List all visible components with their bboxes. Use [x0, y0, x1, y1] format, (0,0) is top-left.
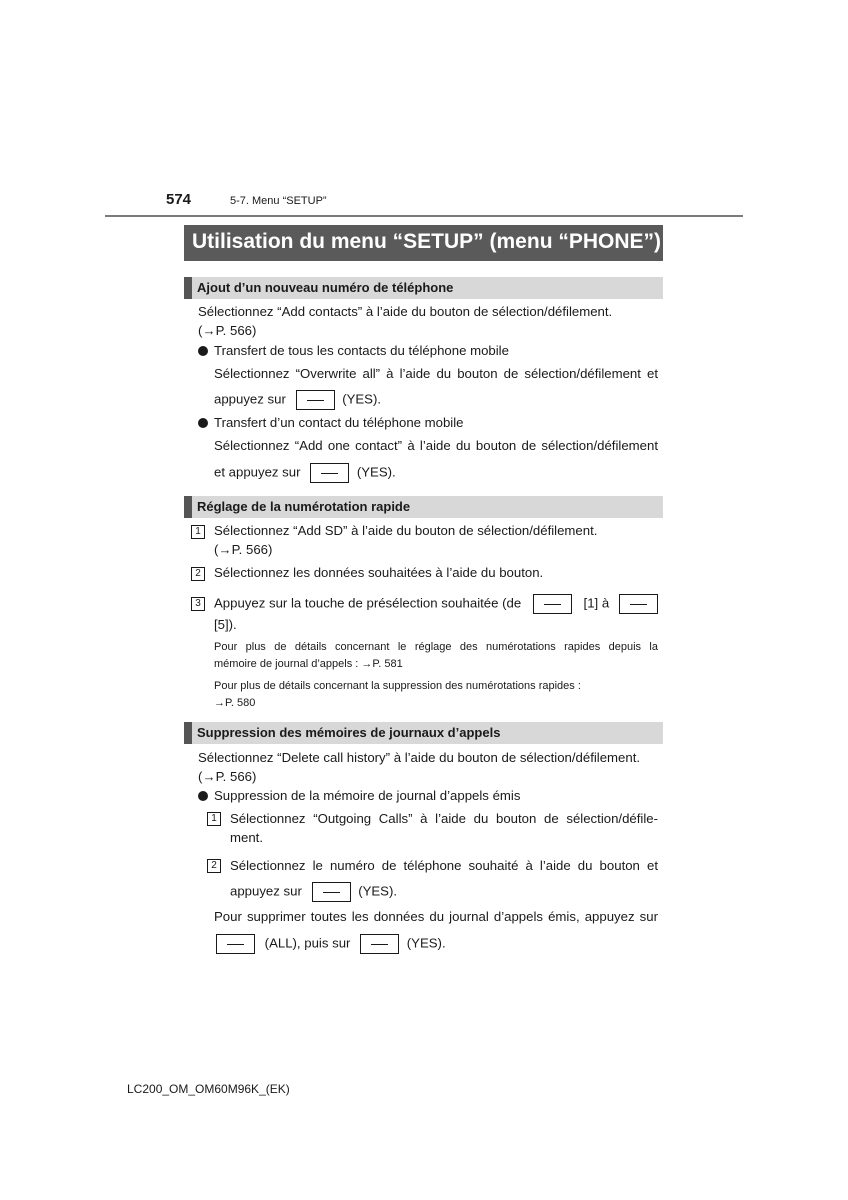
note-text: →P. 580: [214, 697, 256, 709]
bullet-icon: [198, 418, 208, 428]
page-reference: (→P. 566): [214, 542, 273, 557]
page-reference: (→P. 566): [198, 769, 257, 784]
text: Appuyez sur la touche de présélection souhaitée (de: [214, 595, 522, 611]
step-text: Sélectionnez le numéro de téléphone souhaité à l’aide du bouton et: [230, 858, 658, 873]
bullet-icon: [198, 346, 208, 356]
section-heading-text: Ajout d’un nouveau numéro de téléphone: [197, 280, 454, 295]
step-text: Sélectionnez les données souhaitées à l’aide du bouton.: [214, 565, 544, 580]
header-rule: [105, 215, 743, 217]
text: [1] à: [583, 595, 610, 611]
paragraph-text: Sélectionnez “Delete call history” à l’aide du bouton de sélection/défilement.: [198, 750, 641, 765]
note-text: Pour plus de détails concernant la suppression des numérotations rapides :: [214, 680, 581, 692]
paragraph-text: Sélectionnez “Add one contact” à l’aide du bouton de sélection/défilement: [214, 438, 658, 453]
step-number-icon: 3: [191, 597, 205, 611]
dash-button-icon: [360, 934, 399, 954]
bullet-label: Transfert de tous les contacts du téléphone mobile: [214, 343, 509, 358]
step-number-icon: 2: [207, 859, 221, 873]
instruction-line: [216, 934, 446, 954]
step-number-icon: 1: [191, 525, 205, 539]
page-reference: (→P. 566): [198, 323, 257, 338]
paragraph-text: Sélectionnez “Add contacts” à l’aide du bouton de sélection/défilement.: [198, 304, 613, 319]
section-heading-text: Suppression des mémoires de journaux d’appels: [197, 725, 501, 740]
page-number: 574: [166, 191, 192, 208]
dash-button-icon: [310, 463, 349, 483]
section-heading-add-number: [184, 277, 663, 299]
section-heading-speed-dial: [184, 496, 663, 518]
bullet-label: Transfert d’un contact du téléphone mobile: [214, 415, 464, 430]
text: (YES).: [358, 883, 398, 899]
instruction-line: [214, 463, 396, 483]
page-title: Utilisation du menu “SETUP” (menu “PHONE”): [192, 230, 662, 253]
instruction-line: [214, 390, 381, 410]
paragraph-text: Pour supprimer toutes les données du journal d’appels émis, appuyez sur: [214, 909, 658, 924]
step-text: [5]).: [214, 617, 237, 632]
note-text: Pour plus de détails concernant le réglage des numérotations rapides depuis la: [214, 641, 658, 653]
text: (ALL), puis sur: [264, 935, 351, 951]
step-number-icon: 1: [207, 812, 221, 826]
paragraph-text: Sélectionnez “Overwrite all” à l’aide du bouton de sélection/défilement et: [214, 366, 658, 381]
section-heading-delete-history: [184, 722, 663, 744]
text: et appuyez sur: [214, 464, 301, 480]
dash-button-icon: [296, 390, 335, 410]
page-title-bar: [184, 225, 663, 261]
text: appuyez sur: [230, 883, 302, 899]
dash-button-icon: [533, 594, 572, 614]
step-number-icon: 2: [191, 567, 205, 581]
step-text: [214, 594, 658, 614]
step-text: Sélectionnez “Outgoing Calls” à l’aide du bouton de sélection/défile-: [230, 811, 658, 826]
dash-button-icon: [619, 594, 658, 614]
bullet-icon: [198, 791, 208, 801]
document-code: LC200_OM_OM60M96K_(EK): [127, 1082, 290, 1096]
dash-button-icon: [312, 882, 351, 902]
dash-button-icon: [216, 934, 255, 954]
step-text: ment.: [230, 830, 263, 845]
breadcrumb: 5-7. Menu “SETUP”: [230, 195, 327, 207]
text: (YES).: [406, 935, 446, 951]
bullet-label: Suppression de la mémoire de journal d’appels émis: [214, 788, 521, 803]
instruction-line: [230, 882, 397, 902]
text: (YES).: [342, 391, 382, 407]
text: (YES).: [356, 464, 396, 480]
step-text: Sélectionnez “Add SD” à l’aide du bouton de sélection/défilement.: [214, 523, 598, 538]
text: appuyez sur: [214, 391, 286, 407]
section-heading-text: Réglage de la numérotation rapide: [197, 499, 411, 514]
note-text: mémoire de journal d’appels : →P. 581: [214, 658, 403, 670]
